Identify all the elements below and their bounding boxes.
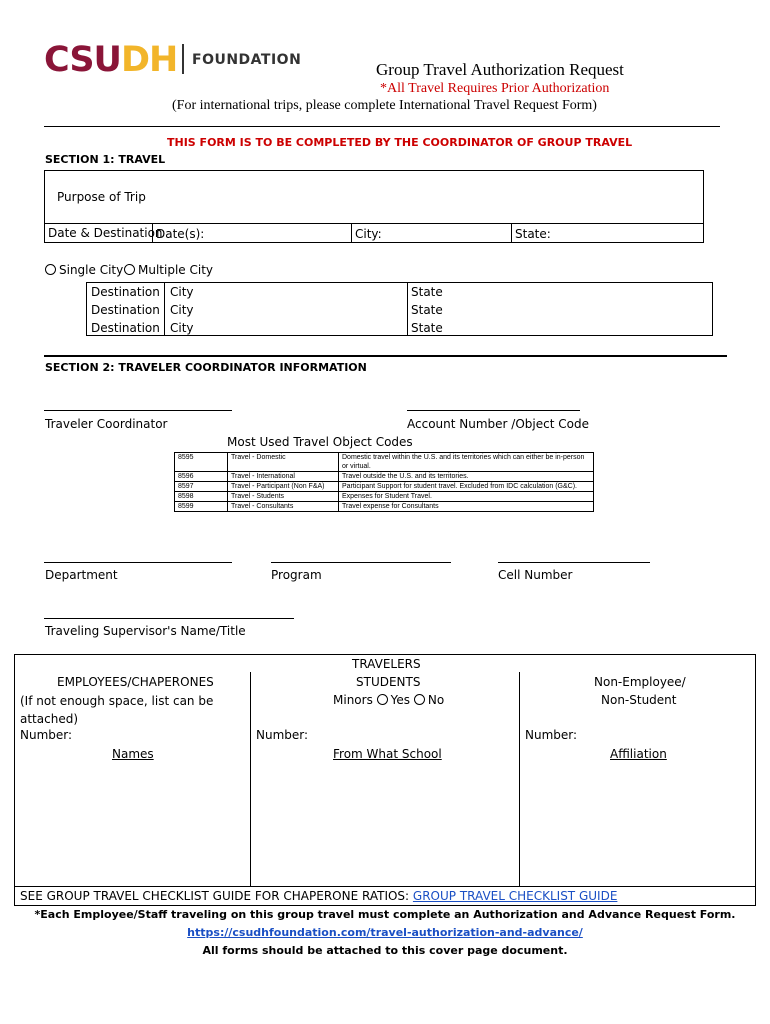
department-line[interactable] bbox=[44, 562, 232, 563]
destination-city[interactable]: City bbox=[170, 285, 194, 299]
names-header: Names bbox=[112, 747, 154, 761]
form-note: (For international trips, please complete International Travel Request Form) bbox=[172, 98, 597, 113]
single-city-radio-icon[interactable] bbox=[45, 264, 56, 275]
minors-yes-radio-icon[interactable] bbox=[377, 694, 388, 705]
code-name-cell: Travel - Consultants bbox=[228, 502, 339, 512]
coordinator-notice: THIS FORM IS TO BE COMPLETED BY THE COORDINATOR OF GROUP TRAVEL bbox=[167, 136, 633, 149]
account-number-line[interactable] bbox=[407, 410, 580, 411]
account-number-label: Account Number /Object Code bbox=[407, 417, 589, 431]
destination-label: Destination bbox=[91, 285, 160, 299]
program-label: Program bbox=[271, 568, 322, 582]
supervisor-label: Traveling Supervisor's Name/Title bbox=[45, 624, 246, 638]
dates-field[interactable]: Date(s): bbox=[156, 227, 205, 241]
date-destination-label: Date & Destination bbox=[48, 226, 163, 240]
code-desc-cell: Travel expense for Consultants bbox=[339, 502, 594, 512]
checklist-note: SEE GROUP TRAVEL CHECKLIST GUIDE FOR CHAPERONE RATIOS: GROUP TRAVEL CHECKLIST GUIDE bbox=[20, 889, 618, 903]
minors-no-radio-icon[interactable] bbox=[414, 694, 425, 705]
nonemployee-number[interactable]: Number: bbox=[525, 728, 578, 742]
csudh-logo: CSUDH bbox=[44, 40, 178, 80]
code-desc-cell: Travel outside the U.S. and its territories. bbox=[339, 472, 594, 482]
code-name-cell: Travel - Domestic bbox=[228, 453, 339, 472]
destination-city[interactable]: City bbox=[170, 303, 194, 317]
travelers-heading: TRAVELERS bbox=[352, 657, 421, 671]
multiple-city-option[interactable]: Multiple City bbox=[124, 263, 213, 277]
form-subtitle: *All Travel Requires Prior Authorization bbox=[380, 81, 610, 96]
table-row bbox=[175, 453, 594, 472]
code-name-cell: Travel - Participant (Non F&A) bbox=[228, 482, 339, 492]
code-cell: 8597 bbox=[175, 482, 228, 492]
employees-title: EMPLOYEES/CHAPERONES bbox=[57, 675, 214, 689]
department-label: Department bbox=[45, 568, 118, 582]
students-title: STUDENTS bbox=[356, 675, 421, 689]
traveler-coordinator-line[interactable] bbox=[44, 410, 232, 411]
code-desc-cell: Participant Support for student travel. Excluded from IDC calculation (G&C). bbox=[339, 482, 594, 492]
code-name-cell: Travel - Students bbox=[228, 492, 339, 502]
multiple-city-radio-icon[interactable] bbox=[124, 264, 135, 275]
supervisor-line[interactable] bbox=[44, 618, 294, 619]
nonemployee-title: Non-Employee/ bbox=[594, 675, 686, 689]
code-cell: 8596 bbox=[175, 472, 228, 482]
destination-city[interactable]: City bbox=[170, 321, 194, 335]
footer-line3: All forms should be attached to this cover page document. bbox=[202, 944, 568, 957]
minors-option: Minors Yes No bbox=[333, 693, 445, 707]
employees-number[interactable]: Number: bbox=[20, 728, 73, 742]
section2-heading: SECTION 2: TRAVELER COORDINATOR INFORMATION bbox=[45, 361, 367, 374]
footer-line1: *Each Employee/Staff traveling on this group travel must complete an Authorization and Advance Request Form. bbox=[34, 908, 736, 921]
code-cell: 8598 bbox=[175, 492, 228, 502]
cell-number-label: Cell Number bbox=[498, 568, 573, 582]
school-header: From What School bbox=[333, 747, 442, 761]
code-cell: 8599 bbox=[175, 502, 228, 512]
section-divider bbox=[44, 355, 727, 357]
students-number[interactable]: Number: bbox=[256, 728, 309, 742]
single-city-option[interactable]: Single City bbox=[45, 263, 123, 277]
nonstudent-title: Non-Student bbox=[601, 693, 677, 707]
destination-state[interactable]: State bbox=[411, 321, 443, 335]
table-row bbox=[175, 472, 594, 482]
employees-note: (If not enough space, list can be attached) bbox=[20, 694, 214, 726]
codes-title: Most Used Travel Object Codes bbox=[227, 435, 413, 449]
destination-state[interactable]: State bbox=[411, 285, 443, 299]
checklist-link[interactable]: GROUP TRAVEL CHECKLIST GUIDE bbox=[412, 889, 618, 903]
affiliation-header: Affiliation bbox=[610, 747, 667, 761]
travel-table-divider bbox=[44, 223, 704, 224]
table-row bbox=[175, 502, 594, 512]
logo-foundation-text: FOUNDATION bbox=[192, 52, 302, 68]
table-row bbox=[175, 492, 594, 502]
section1-heading: SECTION 1: TRAVEL bbox=[45, 153, 166, 166]
code-desc-cell: Domestic travel within the U.S. and its territories which can either be in-person or virtual. bbox=[339, 453, 594, 472]
object-codes-table bbox=[174, 452, 594, 512]
footer-url-link[interactable]: https://csudhfoundation.com/travel-authorization-and-advance/ bbox=[187, 926, 583, 939]
table-row bbox=[175, 482, 594, 492]
header-rule bbox=[44, 126, 720, 127]
logo-divider bbox=[182, 44, 184, 74]
form-title: Group Travel Authorization Request bbox=[376, 60, 624, 79]
destination-state[interactable]: State bbox=[411, 303, 443, 317]
code-desc-cell: Expenses for Student Travel. bbox=[339, 492, 594, 502]
program-line[interactable] bbox=[271, 562, 451, 563]
state-field[interactable]: State: bbox=[515, 227, 551, 241]
city-field[interactable]: City: bbox=[355, 227, 382, 241]
code-cell: 8595 bbox=[175, 453, 228, 472]
purpose-label: Purpose of Trip bbox=[57, 190, 146, 204]
destination-label: Destination bbox=[91, 321, 160, 335]
traveler-coordinator-label: Traveler Coordinator bbox=[45, 417, 168, 431]
cell-number-line[interactable] bbox=[498, 562, 650, 563]
code-name-cell: Travel - International bbox=[228, 472, 339, 482]
destination-label: Destination bbox=[91, 303, 160, 317]
